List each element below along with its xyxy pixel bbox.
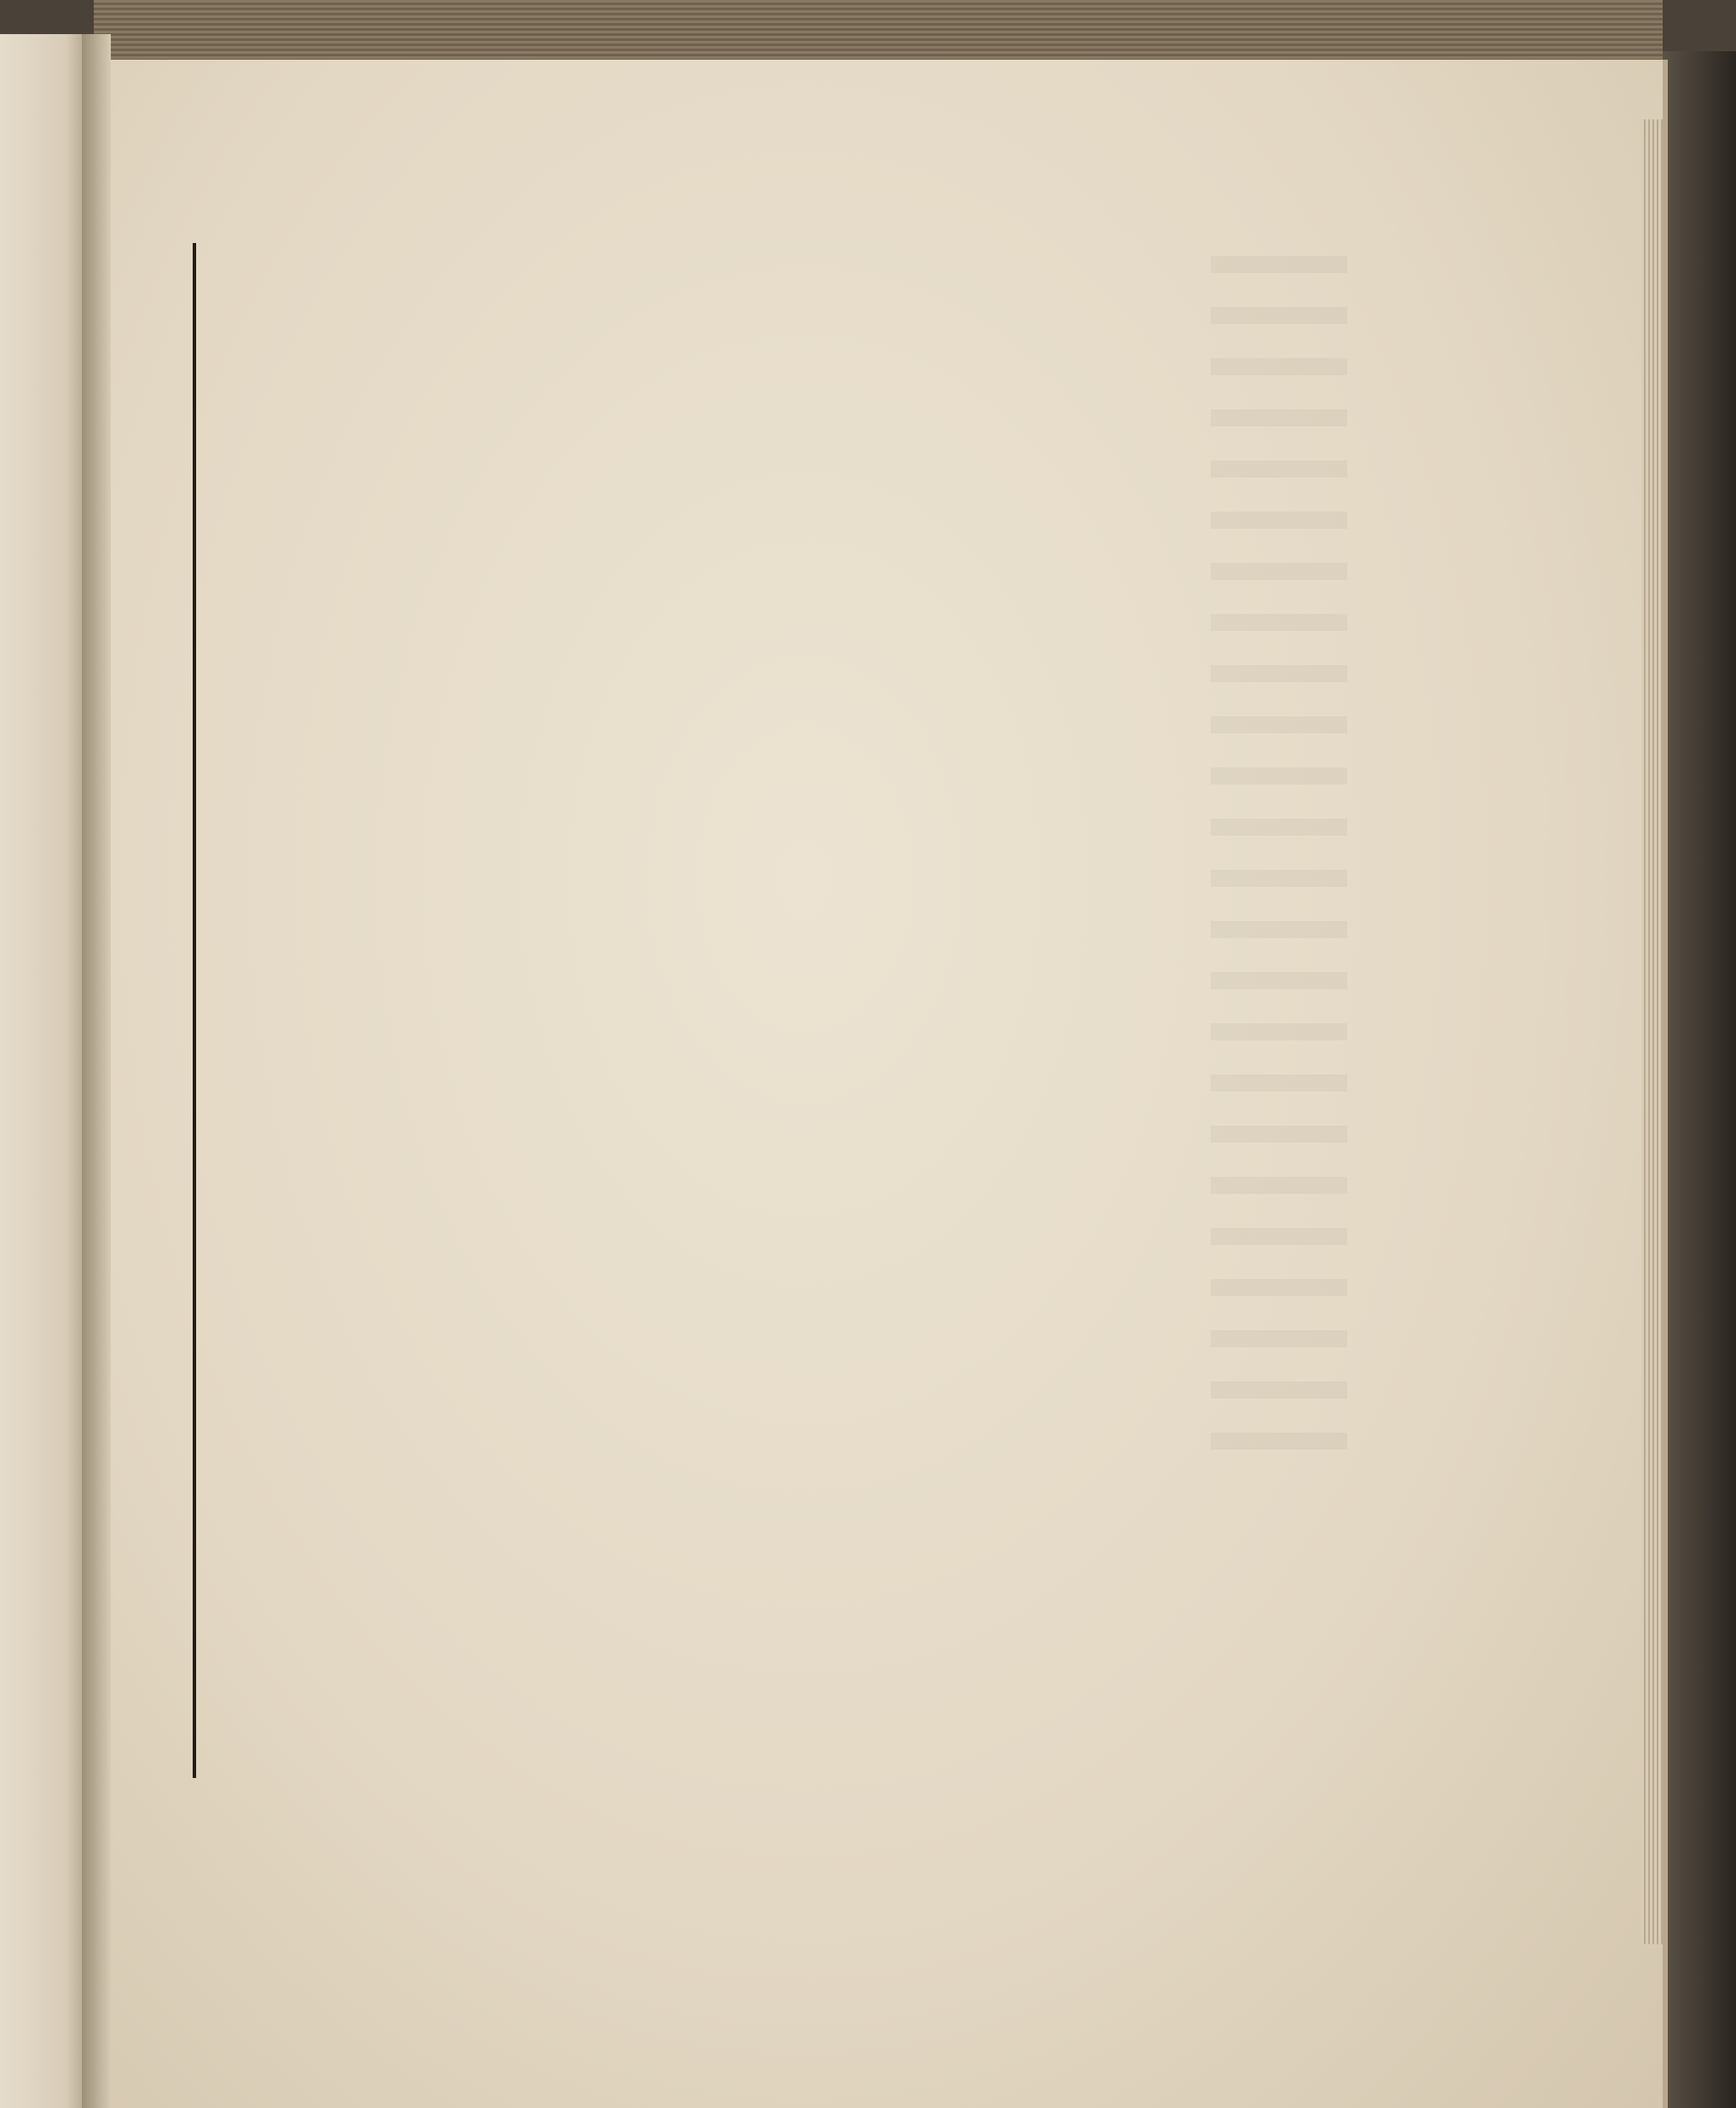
fleuron-ornament-icon	[1289, 189, 1363, 1792]
left-facing-page	[0, 34, 94, 2108]
ornament-border-bottom	[203, 1787, 1363, 1862]
book-background	[1663, 51, 1736, 2108]
ornament-border-top	[189, 177, 1204, 251]
book-gutter	[82, 34, 111, 2108]
page-block-top-edge	[94, 0, 1663, 67]
fleuron-ornament-icon	[189, 177, 1204, 251]
frame-rule-left	[193, 243, 196, 1778]
ornament-border-right	[1289, 189, 1363, 1792]
fleuron-ornament-icon	[203, 1787, 1363, 1862]
page-edges	[1641, 119, 1663, 1944]
